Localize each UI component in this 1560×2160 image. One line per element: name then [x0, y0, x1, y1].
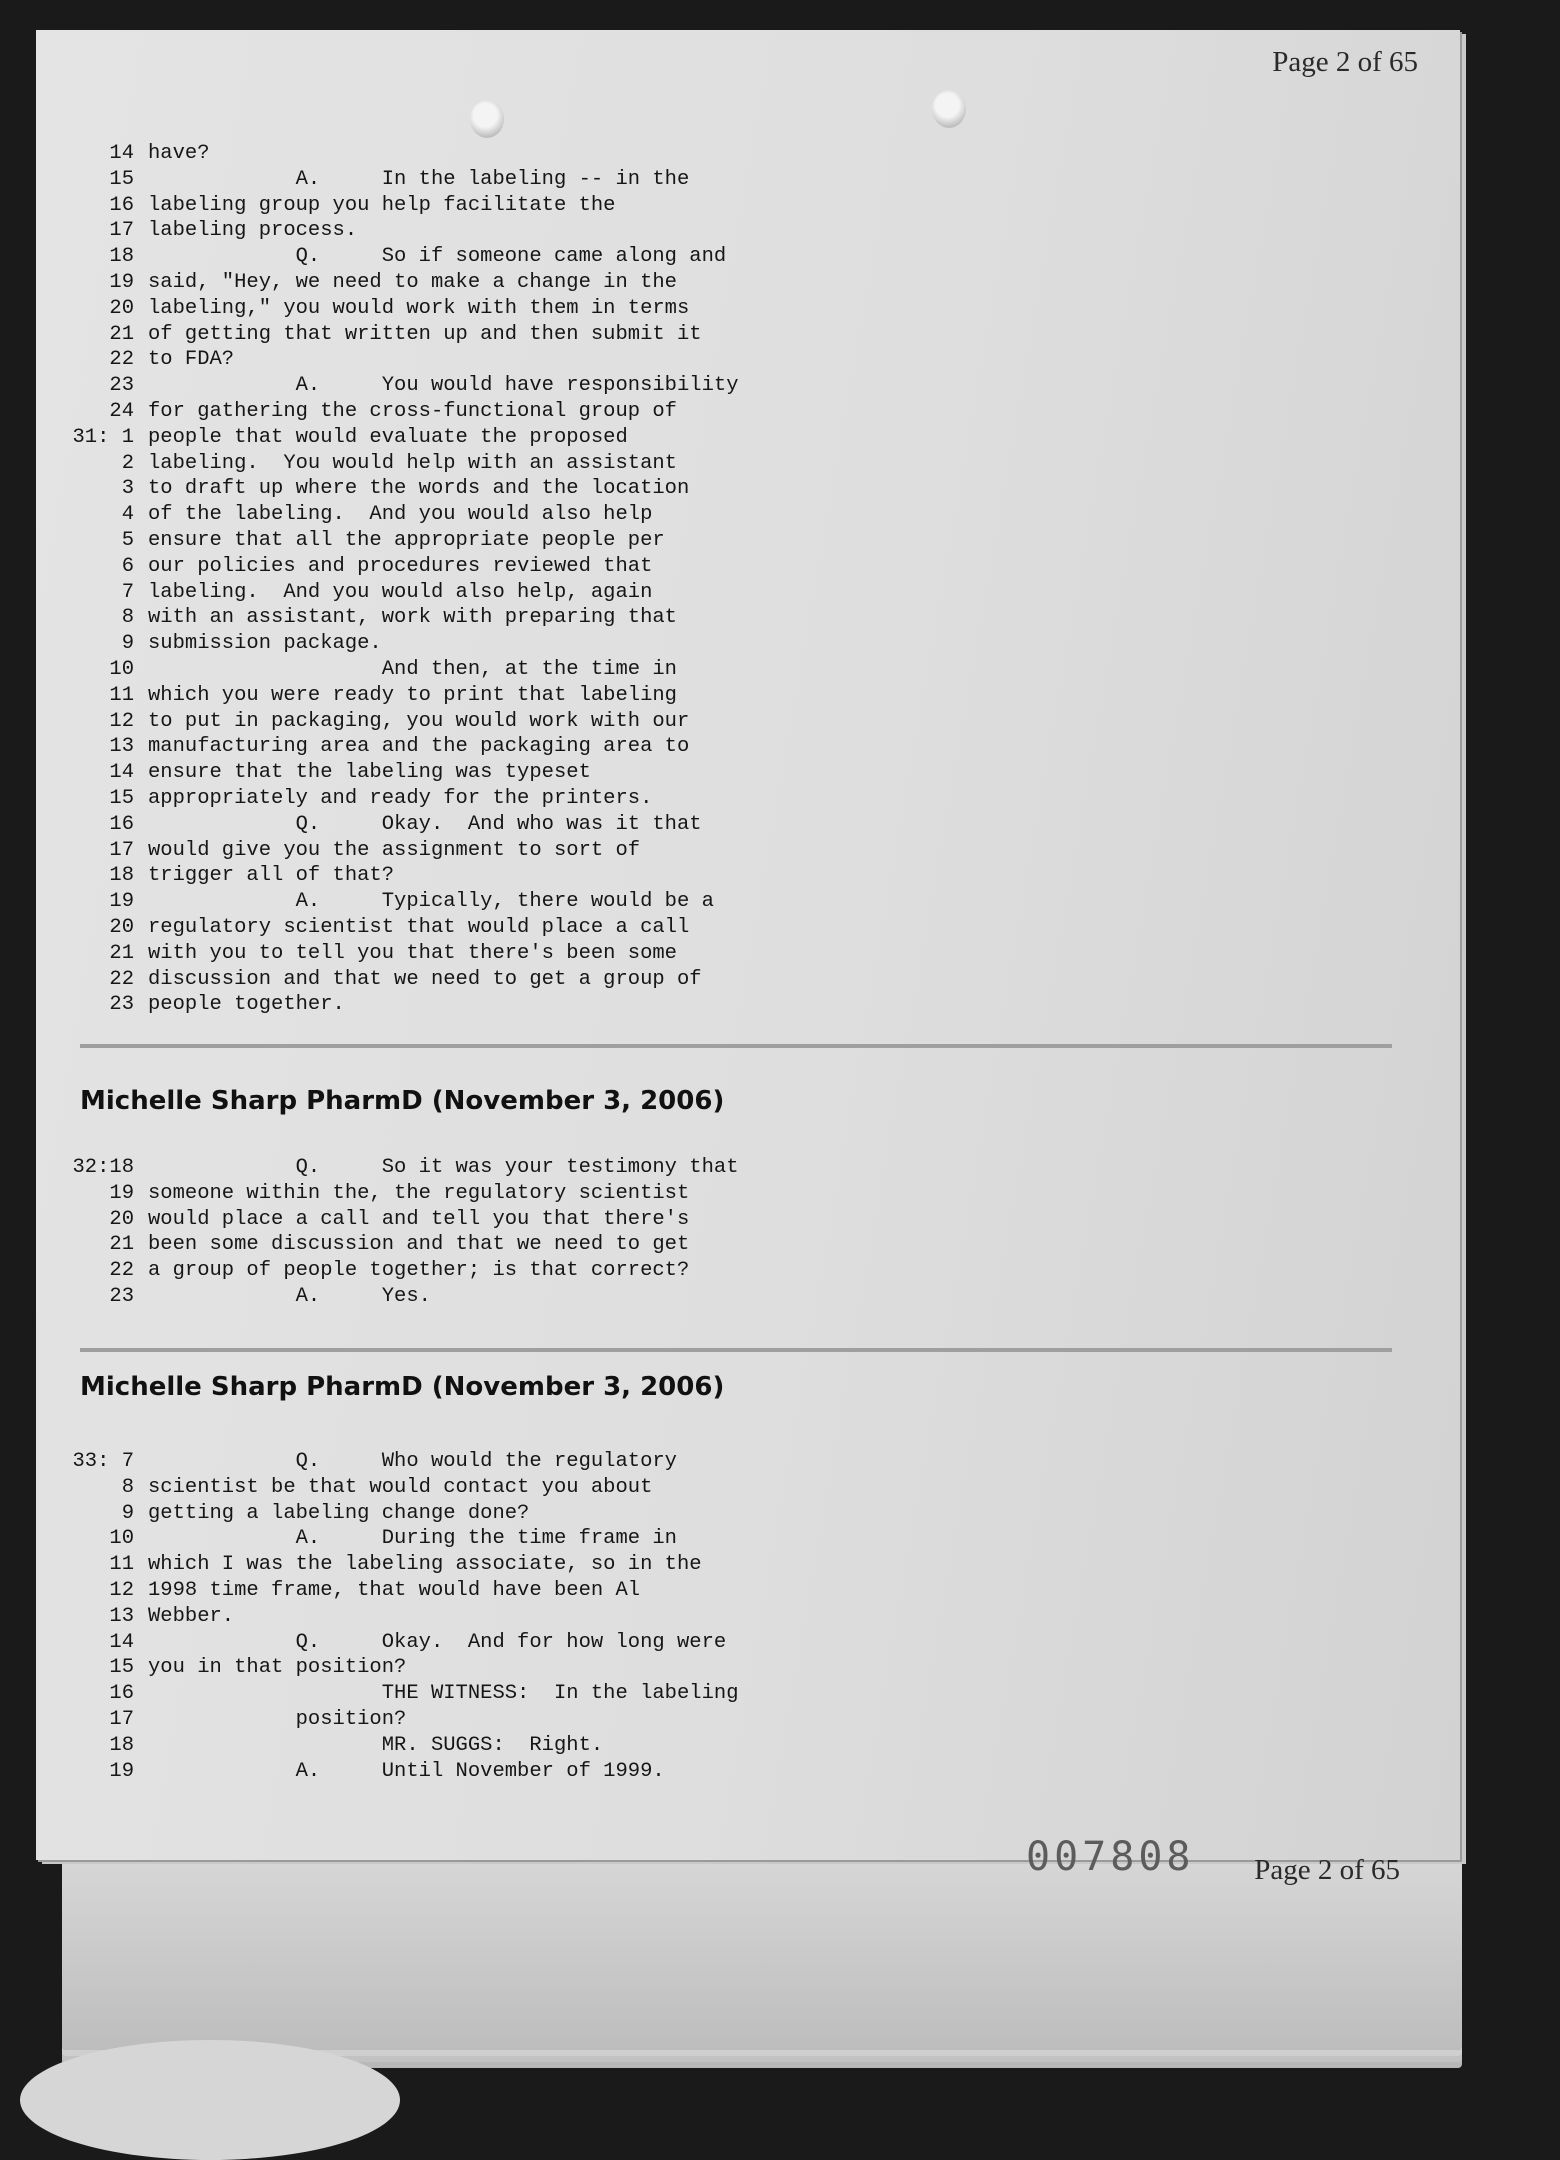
line-text: labeling group you help facilitate the	[148, 193, 616, 217]
line-number: 9	[121, 1501, 134, 1525]
transcript-line	[36, 761, 1460, 787]
transcript-line	[36, 400, 1460, 426]
line-text: would place a call and tell you that there's	[148, 1207, 690, 1231]
line-number: 13	[109, 1604, 134, 1628]
line-text: A. Typically, there would be a	[148, 890, 714, 914]
line-number: 18	[109, 245, 134, 269]
line-text: labeling," you would work with them in terms	[148, 296, 690, 320]
line-number: 8	[121, 606, 134, 630]
line-text: ensure that the labeling was typeset	[148, 761, 591, 785]
transcript-line	[36, 555, 1460, 581]
transcript-line	[36, 374, 1460, 400]
transcript-line	[36, 1682, 1460, 1708]
transcript-line	[36, 1182, 1460, 1208]
transcript-line	[36, 1450, 1460, 1476]
line-text: Q. Who would the regulatory	[148, 1450, 677, 1473]
line-text: scientist be that would contact you about	[148, 1475, 653, 1499]
transcript-line	[36, 1156, 1460, 1182]
line-text: And then, at the time in	[148, 657, 677, 681]
bates-number: 007808	[1026, 1834, 1195, 1880]
line-text: Q. So if someone came along and	[148, 245, 727, 269]
line-text: MR. SUGGS: Right.	[148, 1733, 604, 1757]
line-number: 12	[109, 1578, 134, 1602]
line-number: 19	[109, 1759, 134, 1783]
line-text: getting a labeling change done?	[148, 1501, 530, 1525]
transcript-line	[36, 1553, 1460, 1579]
line-text: labeling. You would help with an assistant	[148, 451, 677, 475]
transcript-line	[36, 632, 1460, 658]
line-number: 22	[109, 348, 134, 372]
line-number: 17	[109, 1707, 134, 1731]
line-number: 14	[109, 1630, 134, 1654]
transcript-line	[36, 297, 1460, 323]
transcript-line	[36, 916, 1460, 942]
section-divider	[80, 1044, 1392, 1048]
line-number: 31: 1	[72, 425, 134, 449]
transcript-line	[36, 426, 1460, 452]
line-text: labeling process.	[148, 219, 358, 243]
transcript-line	[36, 813, 1460, 839]
line-number: 20	[109, 1207, 134, 1231]
transcript-line	[36, 710, 1460, 736]
transcript-line	[36, 684, 1460, 710]
line-text: Q. So it was your testimony that	[148, 1156, 739, 1179]
line-text: manufacturing area and the packaging area to	[148, 735, 690, 759]
line-number: 22	[109, 1259, 134, 1283]
line-number: 21	[109, 322, 134, 346]
line-text: appropriately and ready for the printers.	[148, 786, 653, 810]
transcript-line	[36, 1285, 1460, 1311]
line-number: 14	[109, 761, 134, 785]
line-text: which you were ready to print that labeling	[148, 683, 677, 707]
line-text: you in that position?	[148, 1656, 407, 1680]
page-number-bottom: Page 2 of 65	[1254, 1854, 1400, 1886]
transcript-line	[36, 1233, 1460, 1259]
transcript-line	[36, 735, 1460, 761]
transcript-line	[36, 1708, 1460, 1734]
transcript-excerpt	[36, 142, 1460, 1019]
line-number: 10	[109, 1527, 134, 1551]
line-number: 14	[109, 142, 134, 165]
line-text: ensure that all the appropriate people per	[148, 528, 665, 552]
transcript-line	[36, 1760, 1460, 1786]
line-text: said, "Hey, we need to make a change in the	[148, 270, 677, 294]
line-number: 8	[121, 1475, 134, 1499]
line-number: 19	[109, 890, 134, 914]
transcript-line	[36, 839, 1460, 865]
line-number: 18	[109, 1733, 134, 1757]
transcript-line	[36, 348, 1460, 374]
transcript-line	[36, 529, 1460, 555]
line-text: a group of people together; is that correct?	[148, 1259, 690, 1283]
line-number: 15	[109, 167, 134, 191]
line-text: for gathering the cross-functional group of	[148, 399, 677, 423]
line-text: to put in packaging, you would work with our	[148, 709, 690, 733]
transcript-line	[36, 1605, 1460, 1631]
line-number: 13	[109, 735, 134, 759]
transcript-line	[36, 219, 1460, 245]
line-text: have?	[148, 142, 210, 165]
transcript-line	[36, 323, 1460, 349]
line-text: people that would evaluate the proposed	[148, 425, 628, 449]
background-object	[20, 2040, 400, 2160]
line-number: 24	[109, 399, 134, 423]
transcript-line	[36, 968, 1460, 994]
line-text: A. You would have responsibility	[148, 374, 739, 398]
line-number: 18	[109, 864, 134, 888]
transcript-line	[36, 194, 1460, 220]
paper-stack-edge	[62, 1840, 1462, 2050]
line-number: 16	[109, 193, 134, 217]
transcript-excerpt	[36, 1156, 1460, 1311]
line-text: to FDA?	[148, 348, 235, 372]
transcript-line	[36, 1631, 1460, 1657]
transcript-line	[36, 452, 1460, 478]
line-number: 11	[109, 683, 134, 707]
excerpt-heading: Michelle Sharp PharmD (November 3, 2006)	[80, 1086, 725, 1116]
transcript-line	[36, 942, 1460, 968]
line-number: 17	[109, 838, 134, 862]
line-number: 10	[109, 657, 134, 681]
line-number: 20	[109, 915, 134, 939]
line-number: 12	[109, 709, 134, 733]
transcript-line	[36, 142, 1460, 168]
transcript-line	[36, 1527, 1460, 1553]
line-number: 22	[109, 967, 134, 991]
transcript-page	[36, 30, 1460, 1886]
line-number: 17	[109, 219, 134, 243]
line-text: position?	[148, 1707, 407, 1731]
line-text: our policies and procedures reviewed that	[148, 554, 653, 578]
line-text: of getting that written up and then submit it	[148, 322, 702, 346]
line-text: Q. Okay. And who was it that	[148, 812, 702, 836]
line-text: labeling. And you would also help, again	[148, 580, 653, 604]
line-text: with an assistant, work with preparing that	[148, 606, 677, 630]
line-text: THE WITNESS: In the labeling	[148, 1682, 739, 1706]
line-number: 23	[109, 374, 134, 398]
line-number: 7	[121, 580, 134, 604]
line-text: people together.	[148, 993, 345, 1017]
line-text: A. Until November of 1999.	[148, 1759, 665, 1783]
line-text: 1998 time frame, that would have been Al	[148, 1578, 641, 1602]
line-text: would give you the assignment to sort of	[148, 838, 641, 862]
line-text: of the labeling. And you would also help	[148, 503, 653, 527]
line-text: regulatory scientist that would place a call	[148, 915, 690, 939]
transcript-line	[36, 658, 1460, 684]
line-text: A. During the time frame in	[148, 1527, 677, 1551]
transcript-line	[36, 890, 1460, 916]
line-number: 4	[121, 503, 134, 527]
transcript-line	[36, 271, 1460, 297]
line-number: 9	[121, 632, 134, 656]
punch-hole-right	[932, 90, 966, 128]
line-text: A. Yes.	[148, 1284, 431, 1308]
transcript-line	[36, 581, 1460, 607]
line-number: 32:18	[72, 1156, 134, 1179]
transcript-line	[36, 1476, 1460, 1502]
line-number: 16	[109, 1682, 134, 1706]
line-number: 23	[109, 993, 134, 1017]
line-number: 16	[109, 812, 134, 836]
line-number: 2	[121, 451, 134, 475]
transcript-line	[36, 993, 1460, 1019]
transcript-line	[36, 787, 1460, 813]
transcript-line	[36, 477, 1460, 503]
transcript-line	[36, 245, 1460, 271]
line-text: been some discussion and that we need to get	[148, 1233, 690, 1257]
line-text: A. In the labeling -- in the	[148, 167, 690, 191]
line-number: 11	[109, 1553, 134, 1577]
line-text: someone within the, the regulatory scientist	[148, 1181, 690, 1205]
line-number: 15	[109, 786, 134, 810]
line-number: 33: 7	[72, 1450, 134, 1473]
excerpt-heading: Michelle Sharp PharmD (November 3, 2006)	[80, 1372, 725, 1402]
transcript-line	[36, 1656, 1460, 1682]
transcript-line	[36, 1502, 1460, 1528]
transcript-line	[36, 503, 1460, 529]
transcript-line	[36, 1734, 1460, 1760]
line-number: 6	[121, 554, 134, 578]
line-text: discussion and that we need to get a group of	[148, 967, 702, 991]
punch-hole-left	[470, 100, 504, 138]
line-number: 21	[109, 941, 134, 965]
line-number: 21	[109, 1233, 134, 1257]
line-text: trigger all of that?	[148, 864, 395, 888]
transcript-line	[36, 1579, 1460, 1605]
line-number: 19	[109, 1181, 134, 1205]
page-number-top: Page 2 of 65	[1272, 46, 1418, 78]
line-number: 23	[109, 1284, 134, 1308]
line-number: 19	[109, 270, 134, 294]
transcript-line	[36, 1208, 1460, 1234]
line-text: which I was the labeling associate, so in the	[148, 1553, 702, 1577]
line-number: 20	[109, 296, 134, 320]
transcript-excerpt	[36, 1450, 1460, 1785]
line-number: 3	[121, 477, 134, 501]
transcript-line	[36, 168, 1460, 194]
transcript-line	[36, 1259, 1460, 1285]
line-text: with you to tell you that there's been some	[148, 941, 677, 965]
section-divider	[80, 1348, 1392, 1352]
line-number: 5	[121, 528, 134, 552]
line-text: Webber.	[148, 1604, 235, 1628]
line-text: to draft up where the words and the location	[148, 477, 690, 501]
line-number: 15	[109, 1656, 134, 1680]
transcript-line	[36, 864, 1460, 890]
line-text: submission package.	[148, 632, 382, 656]
line-text: Q. Okay. And for how long were	[148, 1630, 727, 1654]
transcript-line	[36, 606, 1460, 632]
